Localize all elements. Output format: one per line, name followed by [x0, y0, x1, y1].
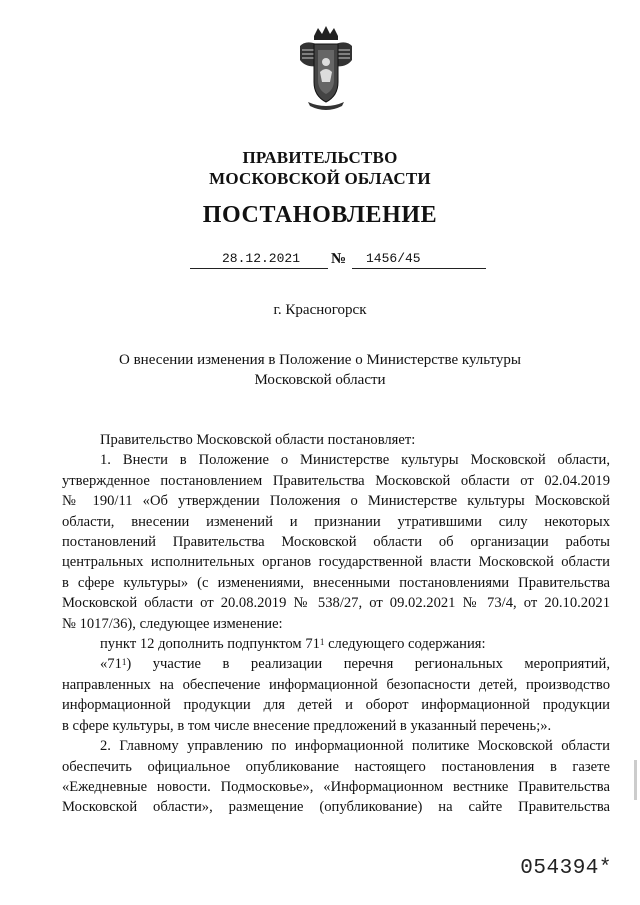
q-rest: ) участие в реализации перечня региональных мероприятий,: [126, 656, 610, 673]
p1-line-3: области, внесении изменений и признании утратившими силу некоторых: [62, 513, 610, 530]
date-underline: [190, 268, 328, 269]
p1a-post: следующего содержания:: [324, 636, 486, 653]
p2-line-2: «Ежедневные новости. Подмосковье», «Информационном вестнике Правительства: [62, 778, 610, 795]
document-type-title: ПОСТАНОВЛЕНИЕ: [202, 202, 438, 228]
city: г. Красногорск: [273, 302, 367, 318]
p1-line-0: 1. Внести в Положение о Министерстве культуры Московской области,: [100, 452, 610, 469]
p1-line-2: № 190/11 «Об утверждении Положения о Министерстве культуры Московской: [62, 493, 610, 510]
p2-line-1: обеспечить официальное опубликование настоящего постановления в газете: [62, 758, 610, 775]
p1-line-7: Московской области от 20.08.2019 № 538/27, от 09.02.2021 № 73/4, от 20.10.2021: [62, 595, 610, 612]
paragraph-2: [62, 736, 610, 818]
q-superscript: 1: [121, 657, 127, 668]
p1-line-5: центральных исполнительных органов государственной власти Московской области: [62, 554, 610, 571]
p1-line-4: постановлений Правительства Московской области об организации работы: [62, 534, 610, 551]
p1-line-last: № 1017/36), следующее изменение:: [62, 615, 283, 632]
scan-edge-mark: [634, 760, 637, 800]
coat-of-arms-emblem: [296, 26, 356, 112]
q-line-2: информационной продукции для детей и оборот информационной продукции: [62, 697, 610, 714]
q-line-last: в сфере культуры, в том числе внесение предложений в указанный перечень;».: [62, 717, 552, 734]
document-body: [62, 430, 610, 818]
org-name-line2: МОСКОВСКОЙ ОБЛАСТИ: [209, 169, 431, 188]
document-title-line1: О внесении изменения в Положение о Министерстве культуры: [119, 352, 521, 368]
p2-line-3: Московской области», размещение (опубликование) на сайте Правительства: [62, 799, 610, 816]
p1-line-6: в сфере культуры» (с изменениями, внесенными постановлениями Правительства: [62, 574, 610, 591]
p1a-pre: пункт 12 дополнить подпунктом 71: [100, 636, 320, 653]
serial-number-stamp: 054394*: [520, 857, 612, 880]
q-line-0: [62, 654, 610, 674]
q-open: «71: [100, 656, 122, 673]
p1a-superscript: 1: [319, 637, 325, 648]
number-sign: №: [331, 251, 347, 267]
paragraph-1a: [62, 634, 610, 654]
q-line-1: направленных на обеспечение информационной безопасности детей, производство: [62, 676, 610, 693]
p1-line-1: утвержденное постановлением Правительства Московской области от 02.04.2019: [62, 472, 610, 489]
number-underline: [352, 268, 486, 269]
document-number: 1456/45: [366, 251, 421, 266]
paragraph-1: [62, 450, 610, 634]
document-date: 28.12.2021: [222, 251, 301, 266]
quoted-subclause: [62, 654, 610, 736]
p2-line-0: 2. Главному управлению по информационной политике Московской области: [100, 738, 610, 755]
document-title-line2: Московской области: [254, 372, 386, 388]
org-name-line1: ПРАВИТЕЛЬСТВО: [242, 148, 398, 167]
preamble: Правительство Московской области постановляет:: [100, 432, 416, 448]
